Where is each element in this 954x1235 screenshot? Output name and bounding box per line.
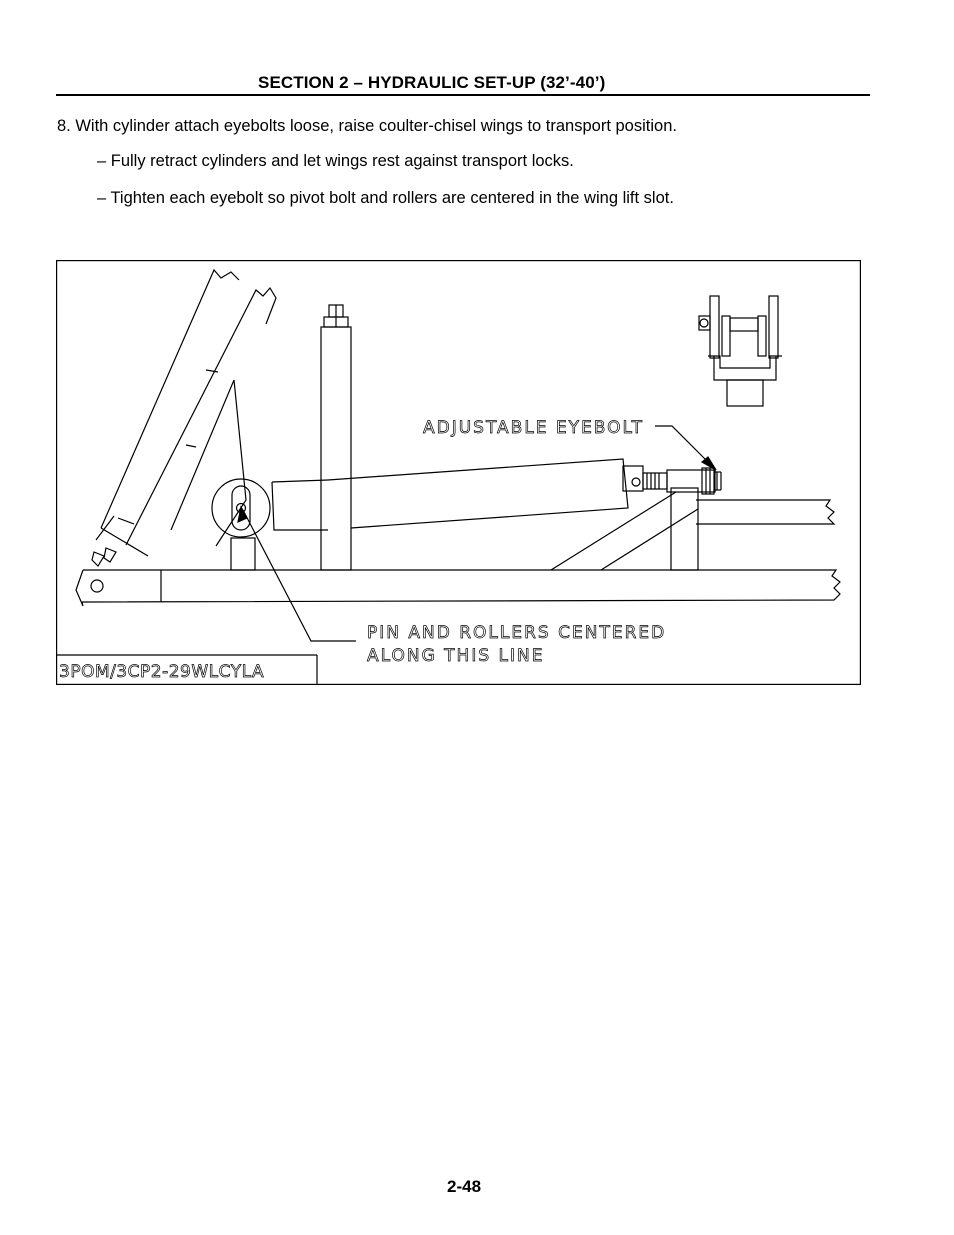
- section-header-title: SECTION 2 – HYDRAULIC SET-UP (32’-40’): [258, 73, 606, 92]
- transport-lock-detail: [699, 296, 782, 406]
- instruction-substep: – Fully retract cylinders and let wings rest against transport locks.: [97, 152, 574, 170]
- callout-pin-leader: [238, 507, 356, 641]
- hydraulic-diagram: [56, 260, 861, 685]
- drawing-code-box: [56, 655, 317, 685]
- diagonal-brace: [551, 492, 698, 570]
- instruction-substep: – Tighten each eyebolt so pivot bolt and rollers are centered in the wing lift slot.: [97, 189, 674, 207]
- callout-adjustable-eyebolt: ADJUSTABLE EYEBOLT: [423, 418, 645, 438]
- eyebolt-mount-post: [671, 488, 698, 570]
- adjustable-eyebolt: [667, 468, 721, 494]
- callout-pin-rollers-line1: PIN AND ROLLERS CENTERED: [367, 623, 667, 643]
- page-number: 2-48: [447, 1177, 482, 1196]
- main-frame-tube: [76, 570, 840, 606]
- instruction-step: 8. With cylinder attach eyebolts loose, raise coulter-chisel wings to transport position.: [57, 117, 677, 135]
- figure-frame: [57, 261, 861, 685]
- callout-pin-rollers-line2: ALONG THIS LINE: [367, 646, 545, 666]
- header-rule: [56, 94, 870, 96]
- callout-eyebolt-leader: [655, 426, 716, 470]
- roller-with-slot: [212, 479, 270, 570]
- drawing-code-label: 3POM/3CP2-29WLCYLA: [59, 662, 265, 682]
- hydraulic-cylinder: [272, 459, 667, 530]
- upper-frame-tube: [696, 500, 834, 524]
